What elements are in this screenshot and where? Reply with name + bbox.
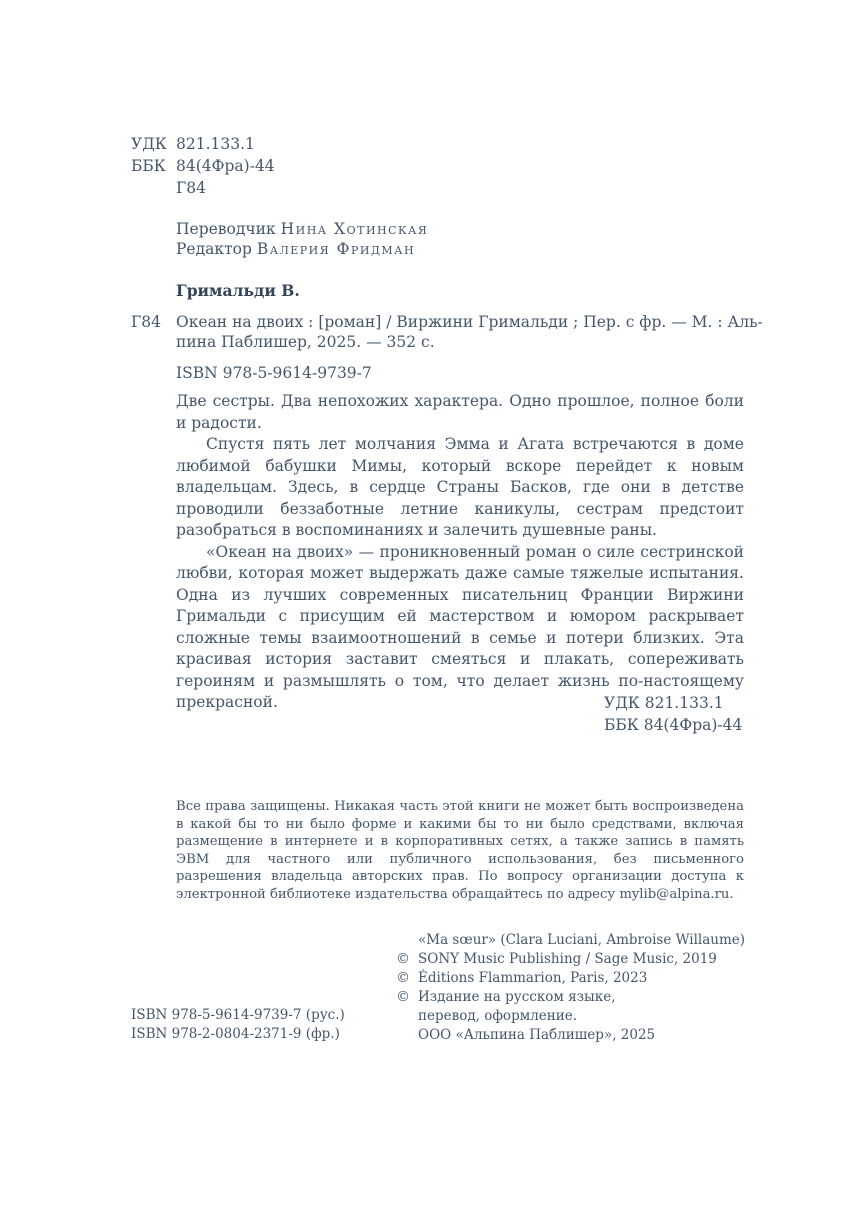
annotation-paragraph-2: Спустя пять лет молчания Эмма и Агата встречаются в доме любимой бабушки Мимы, который вскоре перейдет к новым владельцам. Здесь, в сердце Страны Басков, где они в детстве проводили беззаботные летние каникулы, сестрам предстоит разобраться в воспоминаниях и залечить душевные раны.: [176, 435, 744, 539]
annotation-udk: УДК 821.133.1: [604, 694, 724, 712]
copyright-icon: ©: [396, 970, 410, 986]
annotation-paragraph-1: Две сестры. Два непохожих характера. Одно прошлое, полное боли и радости.: [176, 392, 744, 432]
copyright-icon: ©: [396, 951, 410, 967]
copyright-russian-line2: перевод, оформление.: [418, 1008, 578, 1024]
bbk-label: ББК: [131, 157, 166, 175]
copyright-block: [396, 931, 746, 1045]
copyright-song: «Ma sœur» (Clara Luciani, Ambroise Willaume): [418, 932, 746, 948]
isbn-french: ISBN 978-2-0804-2371-9 (фр.): [131, 1026, 340, 1042]
translator-role: Переводчик: [176, 220, 276, 238]
catalog-author-mark: Г84: [131, 313, 161, 331]
author-heading: Гримальди В.: [176, 281, 300, 300]
copyright-flammarion: © Éditions Flammarion, Paris, 2023: [396, 970, 648, 986]
editor-name: Валерия Фридман: [256, 240, 416, 258]
annotation: [176, 391, 744, 714]
udk-label: УДК: [131, 135, 167, 153]
catalog-description-line2: пина Паблишер, 2025. — 352 с.: [176, 333, 435, 351]
rights-notice: Все права защищены. Никакая часть этой книги не может быть воспроизведена в какой бы то ни было форме и какими бы то ни было средствами, включая размещение в интернете и в корпоративных сетях, а также запись в память ЭВМ для частного или публичного использования, без письменного разрешения владельца авторских прав. По вопросу организации доступа к электронной библиотеке издательства обращайтесь по адресу mylib@alpina.ru.: [176, 799, 744, 902]
editor-role: Редактор: [176, 240, 252, 258]
udk-value: 821.133.1: [176, 135, 255, 153]
annotation-bbk: ББК 84(4Фра)-44: [604, 716, 743, 734]
author-mark: Г84: [176, 179, 206, 197]
translator-name: Нина Хотинская: [280, 220, 429, 238]
editor-credit: [176, 238, 415, 260]
copyright-icon: ©: [396, 989, 410, 1005]
copyright-sony: © SONY Music Publishing / Sage Music, 2019: [396, 951, 717, 967]
translator-credit: [176, 218, 428, 240]
copyright-russian-edition: © Издание на русском языке,: [396, 989, 616, 1005]
annotation-paragraph-3: «Океан на двоих» — проникновенный роман о силе сестринской любви, которая может выдержать даже самые тяжелые испытания. Одна из лучших современных писательниц Франции Виржини Гримальди с присущим ей мастерством и юмором раскрывает сложные темы взаимоотношений в семье и потери близких. Эта красивая история заставит смеяться и плакать, сопереживать героиням и размышлять о том, что делает жизнь по-настоящему прекрасной.: [176, 542, 744, 711]
catalog-description-line1: Океан на двоих : [роман] / Виржини Гримальди ; Пер. с фр. — М. : Аль-: [176, 313, 763, 331]
copyright-russian-line3: ООО «Альпина Паблишер», 2025: [418, 1027, 656, 1043]
bbk-value: 84(4Фра)-44: [176, 157, 275, 175]
isbn-block: [131, 1006, 345, 1044]
isbn-russian: ISBN 978-5-9614-9739-7 (рус.): [131, 1007, 345, 1023]
catalog-isbn: ISBN 978-5-9614-9739-7: [176, 364, 372, 382]
